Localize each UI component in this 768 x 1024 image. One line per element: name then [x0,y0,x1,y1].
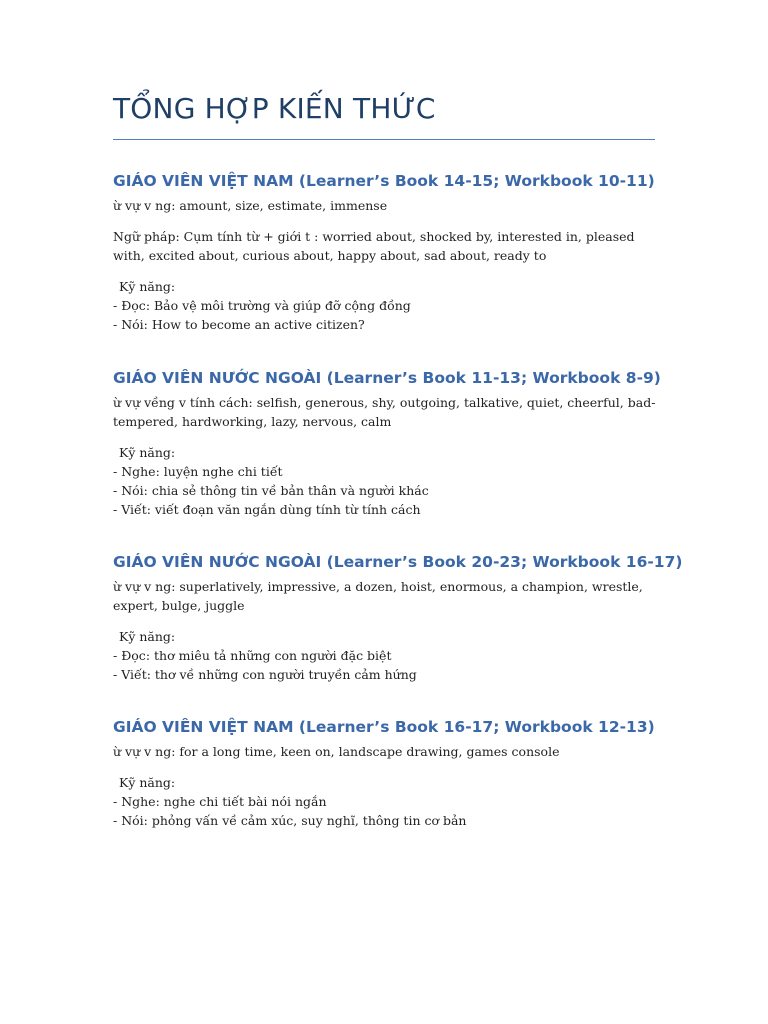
title-divider [113,139,655,140]
section-2 [113,369,661,519]
section-heading: GIÁO VIÊN NƯỚC NGOÀI (Learner’s Book 11-13; Workbook 8-9) [113,369,661,387]
spacer [113,215,658,227]
skill-item: - Đọc: thơ miêu tả những con người đặc biệt [113,648,392,663]
grammar-line: Ngữ pháp: Cụm tính từ + giới t : worried about, shocked by, interested in, pleased with, excited about, curious about, happy about, sad about, ready to [113,229,635,263]
spacer [113,431,658,443]
skill-item: - Nói: phỏng vấn về cảm xúc, suy nghĩ, thông tin cơ bản [113,813,467,828]
skills-label: Kỹ năng: [119,279,176,294]
vocab-line: ừ vự v ng: superlatively, impressive, a dozen, hoist, enormous, a champion, wrestle, expert, bulge, juggle [113,579,643,613]
skill-item: - Nói: chia sẻ thông tin về bản thân và người khác [113,483,429,498]
skills-label: Kỹ năng: [119,445,176,460]
vocab-line: ừ vự v ng: amount, size, estimate, immense [113,198,388,213]
skill-item: - Nghe: luyện nghe chi tiết [113,464,283,479]
section-heading: GIÁO VIÊN VIỆT NAM (Learner’s Book 16-17; Workbook 12-13) [113,718,655,736]
section-4 [113,718,658,830]
skill-item: - Viết: viết đoạn văn ngắn dùng tính từ tính cách [113,502,421,517]
skill-item: - Đọc: Bảo vệ môi trường và giúp đỡ cộng đồng [113,298,411,313]
section-heading: GIÁO VIÊN VIỆT NAM (Learner’s Book 14-15; Workbook 10-11) [113,172,655,190]
spacer [113,761,658,773]
vocab-line: ừ vự v ng: for a long time, keen on, landscape drawing, games console [113,744,560,759]
skills-label: Kỹ năng: [119,629,176,644]
skill-item: - Nói: How to become an active citizen? [113,317,365,332]
spacer [113,615,658,627]
spacer [113,265,658,277]
section-heading: GIÁO VIÊN NƯỚC NGOÀI (Learner’s Book 20-23; Workbook 16-17) [113,553,683,571]
skill-item: - Viết: thơ về những con người truyền cảm hứng [113,667,417,682]
section-3 [113,553,683,684]
skills-label: Kỹ năng: [119,775,176,790]
section-1 [113,172,658,334]
document-title: TỔNG HỢP KIẾN THỨC [113,92,436,125]
skill-item: - Nghe: nghe chi tiết bài nói ngắn [113,794,327,809]
vocab-line: ừ vự vềng v tính cách: selfish, generous, shy, outgoing, talkative, quiet, cheerful, bad-tempered, hardworking, lazy, nervous, calm [113,395,656,429]
